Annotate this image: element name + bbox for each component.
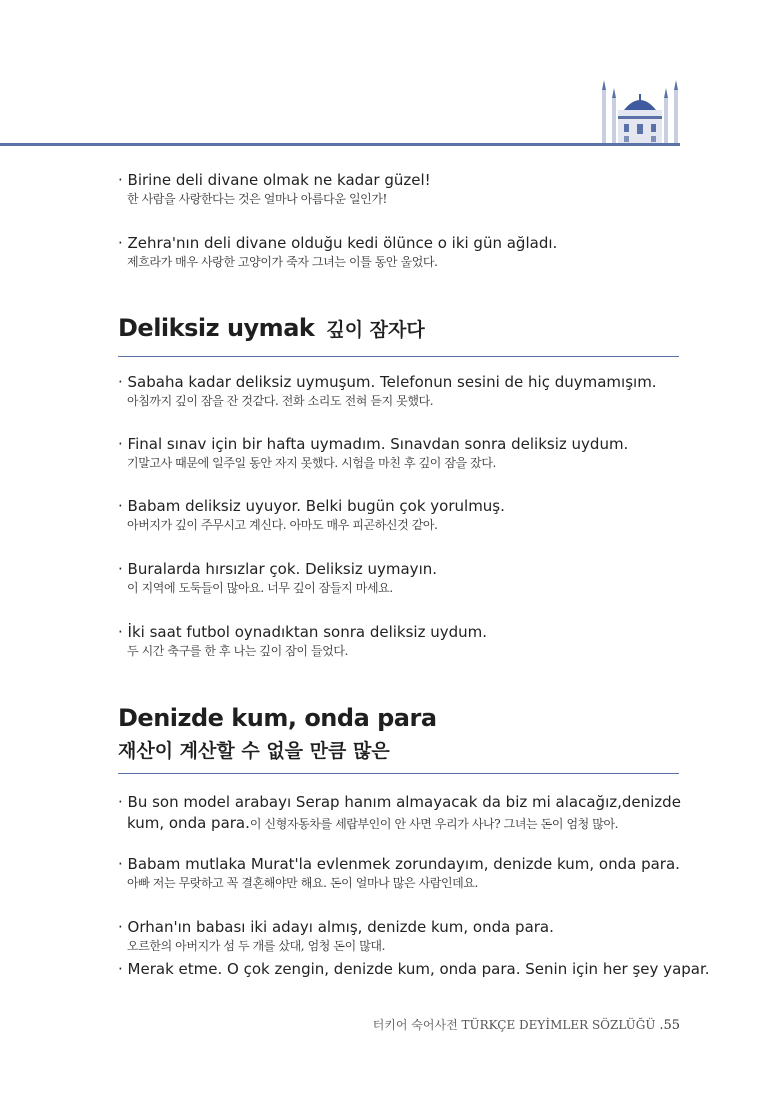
example-item xyxy=(118,372,657,410)
idiom-meaning: 재산이 계산할 수 없을 만큼 많은 xyxy=(118,740,390,762)
idiom-meaning: 깊이 잠자다 xyxy=(326,319,425,341)
example-turkish: · Orhan'ın babası iki adayı almış, denizde kum, onda para. xyxy=(118,918,554,936)
example-korean: 아버지가 깊이 주무시고 계신다. 아마도 매우 피곤하신것 같아. xyxy=(127,518,438,532)
page-footer xyxy=(373,1016,680,1033)
mosque-icon xyxy=(598,76,682,144)
example-item xyxy=(118,434,628,472)
example-turkish: · Final sınav için bir hafta uymadım. Sınavdan sonra deliksiz uydum. xyxy=(118,435,629,453)
footer-book-title: 터키어 숙어사전 TÜRKÇE DEYİMLER SÖZLÜĞÜ xyxy=(372,1018,656,1032)
idiom-title: Deliksiz uymak xyxy=(118,314,315,342)
example-korean: 기말고사 때문에 일주일 동안 자지 못했다. 시험을 마친 후 깊이 잠을 잤다. xyxy=(127,456,496,470)
example-korean: 아침까지 깊이 잠을 잔 것같다. 전화 소리도 전혀 듣지 못했다. xyxy=(127,394,434,408)
example-item xyxy=(118,233,557,271)
idiom-heading xyxy=(118,314,425,342)
example-korean: 두 시간 축구를 한 후 나는 깊이 잠이 들었다. xyxy=(127,644,348,658)
example-turkish-cont: kum, onda para. xyxy=(127,814,250,832)
example-turkish: · Birine deli divane olmak ne kadar güzel! xyxy=(118,171,431,189)
header-rule xyxy=(0,143,680,146)
example-turkish: · Bu son model arabayı Serap hanım almayacak da biz mi alacağız,denizde xyxy=(118,793,681,811)
example-item xyxy=(118,854,680,892)
example-turkish: · İki saat futbol oynadıktan sonra deliksiz uydum. xyxy=(118,623,488,641)
example-turkish: · Zehra'nın deli divane olduğu kedi ölünce o iki gün ağladı. xyxy=(118,234,558,252)
example-continuation xyxy=(118,812,681,835)
example-item xyxy=(118,959,710,979)
example-korean: 오르한의 아버지가 섬 두 개를 샀대, 엄청 돈이 많대. xyxy=(127,939,385,953)
example-turkish: · Babam mutlaka Murat'la evlenmek zorundayım, denizde kum, onda para. xyxy=(118,855,680,873)
example-item xyxy=(118,917,554,955)
example-turkish: · Babam deliksiz uyuyor. Belki bugün çok yorulmuş. xyxy=(118,497,505,515)
page-number: .55 xyxy=(659,1018,680,1033)
example-korean: 한 사람을 사랑한다는 것은 얼마나 아름다운 일인가! xyxy=(127,192,387,206)
example-item xyxy=(118,496,505,534)
example-korean: 제흐라가 매우 사랑한 고양이가 죽자 그녀는 이틀 동안 울었다. xyxy=(127,255,438,269)
example-korean: 이 지역에 도둑들이 많아요. 너무 깊이 잠들지 마세요. xyxy=(127,581,393,595)
section-divider xyxy=(118,356,679,357)
example-korean: 이 신형자동차를 세랍부인이 안 사면 우리가 사나? 그녀는 돈이 엄청 많아. xyxy=(249,817,619,831)
idiom-title: Denizde kum, onda para xyxy=(118,704,437,732)
example-turkish: · Buralarda hırsızlar çok. Deliksiz uymayın. xyxy=(118,560,438,578)
example-turkish: · Merak etme. O çok zengin, denizde kum, onda para. Senin için her şey yapar. xyxy=(118,960,710,978)
example-korean: 아빠 저는 무랏하고 꼭 결혼해야만 해요. 돈이 얼마나 많은 사람인데요. xyxy=(127,876,478,890)
example-item xyxy=(118,170,431,208)
example-turkish: · Sabaha kadar deliksiz uymuşum. Telefonun sesini de hiç duymamışım. xyxy=(118,373,657,391)
example-item xyxy=(118,559,437,597)
example-item xyxy=(118,792,681,835)
example-item xyxy=(118,622,487,660)
section-divider xyxy=(118,773,679,774)
